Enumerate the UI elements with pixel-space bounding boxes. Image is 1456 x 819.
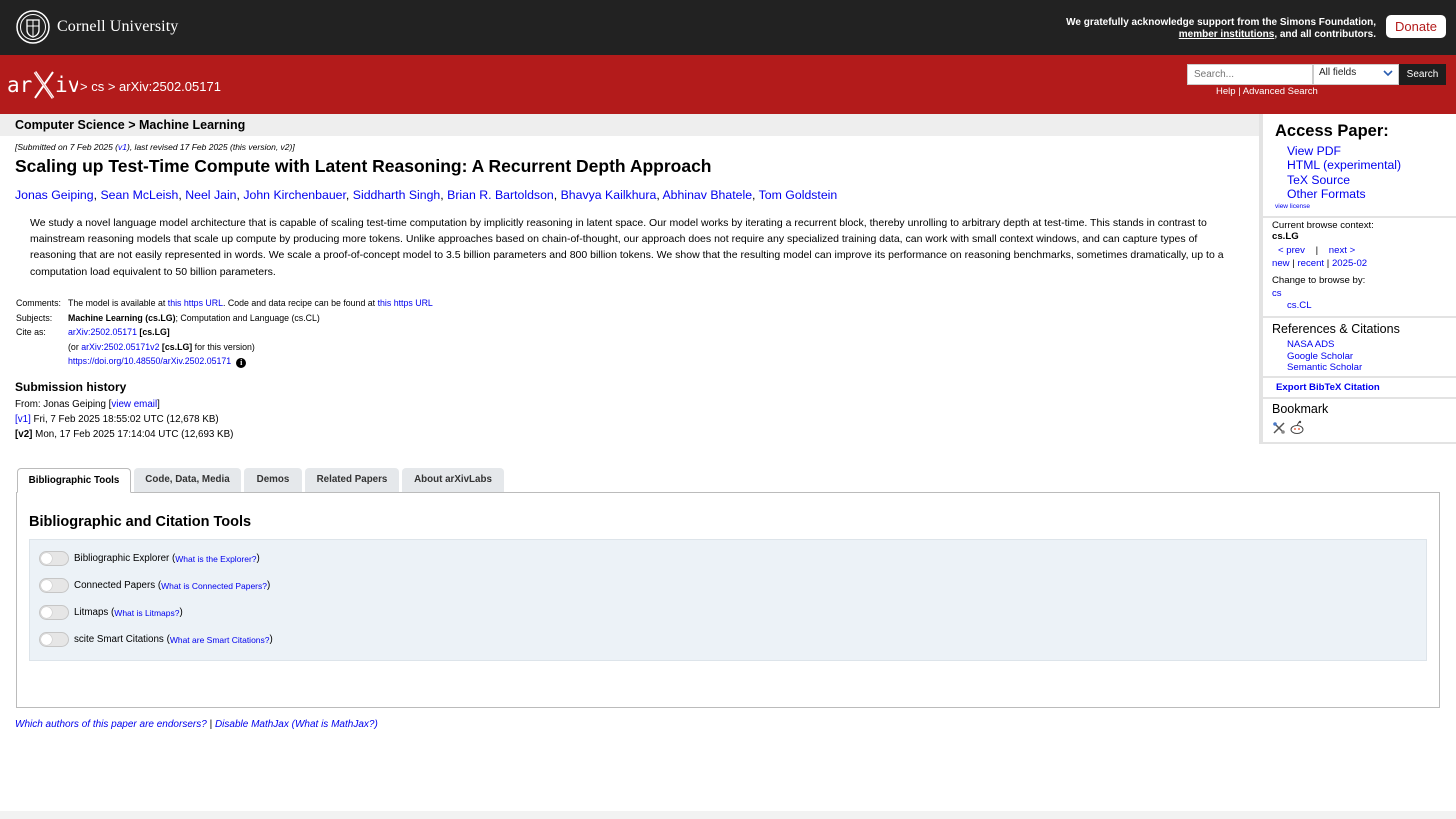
tool-name: Litmaps (74, 607, 109, 618)
tab-bibliographic-tools[interactable]: Bibliographic Tools (17, 468, 131, 493)
version-entry (15, 414, 219, 425)
comments-text: The model is available at (68, 298, 168, 308)
cornell-seal-icon (16, 10, 50, 44)
search-field-value: All fields (1319, 67, 1357, 78)
prev-next-nav (1278, 245, 1355, 256)
context-label: Current browse context: (1272, 220, 1374, 231)
export-bibtex-link[interactable]: Export BibTeX Citation (1276, 382, 1380, 393)
cornell-logo[interactable] (16, 10, 178, 44)
bibliographic-explorer-toggle[interactable] (39, 551, 69, 566)
export-section (1263, 378, 1456, 399)
empty-label (16, 354, 68, 369)
month-link[interactable]: 2025-02 (1331, 258, 1368, 269)
support-text-end: , and all contributors. (1274, 29, 1376, 40)
version-info: Fri, 7 Feb 2025 18:55:02 UTC (12,678 KB) (30, 414, 219, 425)
author-link[interactable]: Neel Jain (185, 188, 237, 202)
submission-dates (15, 142, 295, 152)
browse-context-section (1263, 218, 1456, 318)
tool-help-link[interactable]: What is the Explorer? (175, 553, 257, 564)
author-link[interactable]: Siddharth Singh (352, 188, 441, 202)
tab-about-arxivlabs[interactable]: About arXivLabs (402, 468, 504, 492)
html-link[interactable]: HTML (experimental) (1287, 158, 1402, 173)
litmaps-toggle[interactable] (39, 605, 69, 620)
browse-cs-link[interactable]: cs (1272, 288, 1282, 299)
search-input[interactable] (1187, 64, 1313, 85)
tool-help-link[interactable]: What are Smart Citations? (169, 634, 270, 645)
access-links (1287, 144, 1401, 201)
cite-version-value (68, 340, 433, 355)
subject-heading: Computer Science > Machine Learning (15, 118, 246, 132)
submitted-text: [Submitted on 7 Feb 2025 ( (15, 142, 119, 152)
author-link[interactable]: Abhinav Bhatele (662, 188, 753, 202)
svg-text:ar: ar (7, 73, 33, 97)
tool-name: scite Smart Citations (74, 634, 164, 645)
nav-separator: | (1315, 245, 1319, 256)
tex-source-link[interactable]: TeX Source (1287, 172, 1351, 187)
abstract: We study a novel language model architecture that is capable of scaling test-time computation by implicitly reasoning in latent space. Our model works by iterating a recurrent block, thereby unrolling to arbitrary depth at test-time. This stands in contrast to mainstream reasoning models that scale up compute by producing more tokens. Unlike approaches based on chain-of-thought, our approach does not require any specialized training data, can work with small context windows, and can capture types of reasoning that are not easily represented in words. We scale a proof-of-concept model to 3.5 billion parameters and 800 billion tokens. We show that the resulting model can improve its performance on reasoning benchmarks, sometimes dramatically, up to a computation load equivalent to 50 billion parameters. (30, 217, 1224, 278)
revised-text: ), last revised 17 Feb 2025 (this version, v2)] (127, 142, 295, 152)
tool-help-link[interactable]: What is Connected Papers? (161, 580, 267, 591)
support-message (1056, 17, 1376, 41)
submitter-text: From: Jonas Geiping [ (15, 399, 112, 410)
cite-value (68, 325, 433, 340)
view-pdf-link[interactable]: View PDF (1287, 144, 1341, 158)
tab-demos[interactable]: Demos (244, 468, 302, 492)
sidebar (1259, 114, 1456, 444)
author-link[interactable]: Sean McLeish (100, 188, 179, 202)
version-entry (15, 429, 233, 440)
subjects-label: Subjects: (16, 312, 53, 323)
subject-bar (0, 114, 1259, 136)
google-scholar-link[interactable]: Google Scholar (1287, 351, 1354, 362)
panel-title: Bibliographic and Citation Tools (29, 514, 252, 530)
advanced-search-link[interactable]: Advanced Search (1242, 86, 1318, 97)
tool-row: scite Smart Citations ( What are Smart Citations? ) (39, 632, 273, 647)
author-link[interactable]: Jonas Geiping (15, 188, 94, 202)
arxiv-id-link[interactable]: arXiv:2502.05171 (68, 327, 137, 337)
member-institutions-link[interactable]: member institutions (1178, 29, 1275, 40)
cornell-banner (0, 0, 1456, 55)
paper-title: Scaling up Test-Time Compute with Latent Reasoning: A Recurrent Depth Approach (15, 156, 712, 176)
primary-subject: Machine Learning (cs.LG) (68, 312, 176, 323)
metadata-table (16, 296, 433, 369)
cite-version-category: [cs.LG] (161, 341, 193, 352)
other-formats-link[interactable]: Other Formats (1287, 186, 1366, 201)
access-paper-heading: Access Paper: (1275, 122, 1389, 140)
empty-label (16, 340, 68, 355)
cite-version-post: for this version) (192, 341, 255, 352)
help-links (1216, 86, 1318, 97)
author-link[interactable]: Tom Goldstein (758, 188, 838, 202)
bookmark-heading: Bookmark (1272, 402, 1329, 416)
tab-related-papers[interactable]: Related Papers (305, 468, 399, 492)
tool-row: Bibliographic Explorer ( What is the Explorer? ) (39, 551, 260, 566)
footer-separator: | (206, 719, 215, 730)
tools-list (29, 539, 1427, 661)
view-license-link[interactable]: view license (1275, 203, 1311, 210)
reddit-icon[interactable] (1289, 420, 1305, 435)
disable-mathjax-link[interactable]: Disable MathJax (214, 719, 289, 730)
version-link[interactable]: [v1] (15, 414, 31, 425)
tool-name: Bibliographic Explorer (74, 553, 170, 564)
author-link[interactable]: Brian R. Bartoldson (447, 188, 554, 202)
support-text: We gratefully acknowledge support from the Simons Foundation, (1066, 17, 1376, 28)
context-value: cs.LG (1272, 231, 1299, 242)
author-link[interactable]: John Kirchenbauer (243, 188, 346, 202)
search-field-select[interactable] (1313, 64, 1399, 85)
v1-link[interactable]: v1 (118, 142, 127, 152)
bibsonomy-icon[interactable] (1272, 421, 1286, 435)
cite-label: Cite as: (16, 327, 46, 337)
search-button[interactable]: Search (1399, 64, 1446, 85)
tab-code-data-media[interactable]: Code, Data, Media (134, 468, 241, 492)
doi-value (68, 354, 433, 369)
info-icon[interactable]: i (236, 358, 246, 368)
bibliographic-tools-panel (16, 492, 1440, 708)
version-info: Mon, 17 Feb 2025 17:14:04 UTC (12,693 KB) (32, 429, 234, 440)
svg-text:iv: iv (55, 73, 78, 97)
access-paper-section (1263, 114, 1456, 218)
chevron-down-icon (1383, 68, 1393, 78)
new-link[interactable]: new (1272, 258, 1290, 269)
breadcrumb[interactable]: > cs > arXiv:2502.05171 (80, 79, 221, 94)
model-url-link[interactable]: this https URL (167, 298, 224, 308)
subjects-value (68, 311, 433, 326)
help-link[interactable]: Help (1216, 86, 1236, 97)
change-browse-label: Change to browse by: (1272, 275, 1366, 286)
tool-row: Litmaps ( What is Litmaps? ) (39, 605, 183, 620)
submission-history-heading: Submission history (15, 380, 127, 394)
references-heading: References & Citations (1272, 322, 1400, 336)
current-version-tag: [v2] (15, 429, 33, 440)
recent-link[interactable]: recent (1297, 258, 1325, 269)
page-footer-strip (0, 811, 1456, 819)
tool-help-link[interactable]: What is Litmaps? (114, 607, 180, 618)
semantic-scholar-link[interactable]: Semantic Scholar (1287, 362, 1363, 373)
doi-link[interactable]: https://doi.org/10.48550/arXiv.2502.05171 (68, 356, 232, 366)
prev-link[interactable]: < prev (1278, 245, 1305, 256)
cite-version-pre: (or (68, 341, 82, 352)
author-link[interactable]: Bhavya Kailkhura (560, 188, 657, 202)
browse-cscl-link[interactable]: cs.CL (1287, 300, 1312, 311)
what-is-mathjax-link[interactable]: (What is MathJax?) (291, 719, 378, 730)
bookmark-section (1263, 399, 1456, 444)
browse-links: new | recent | 2025-02 (1272, 258, 1368, 269)
author-list: Jonas Geiping, Sean McLeish, Neel Jain, John Kirchenbauer, Siddharth Singh, Brian R. Bartoldson, Bhavya Kailkhura, Abhinav Bhatele, Tom Goldstein (15, 188, 838, 202)
next-link[interactable]: next > (1328, 245, 1356, 256)
arxiv-logo[interactable] (6, 68, 78, 107)
submitter (15, 399, 160, 410)
comments-label: Comments: (16, 298, 61, 308)
submitter-text-end: ] (157, 399, 160, 410)
comments-value (68, 296, 433, 311)
scite-toggle[interactable] (39, 632, 69, 647)
secondary-subjects: ; Computation and Language (cs.CL) (175, 312, 320, 323)
connected-papers-toggle[interactable] (39, 578, 69, 593)
donate-button[interactable]: Donate (1386, 15, 1446, 38)
tool-row: Connected Papers ( What is Connected Papers? ) (39, 578, 270, 593)
arxiv-logo-icon (6, 68, 78, 102)
references-section (1263, 318, 1456, 378)
code-url-link[interactable]: this https URL (377, 298, 433, 308)
endorsers-link[interactable]: Which authors of this paper are endorsers? (15, 719, 207, 730)
comments-text-mid: . Code and data recipe can be found at (223, 298, 378, 308)
cornell-name: Cornell University (57, 18, 179, 35)
tool-name: Connected Papers (74, 580, 156, 591)
nasa-ads-link[interactable]: NASA ADS (1287, 339, 1335, 350)
footer-links (15, 719, 378, 730)
arxiv-header (0, 55, 1456, 114)
view-email-link[interactable]: view email (111, 399, 158, 410)
arxiv-version-link[interactable]: arXiv:2502.05171v2 (81, 341, 160, 352)
cite-category: [cs.LG] (139, 327, 170, 337)
help-separator: | (1238, 86, 1241, 97)
